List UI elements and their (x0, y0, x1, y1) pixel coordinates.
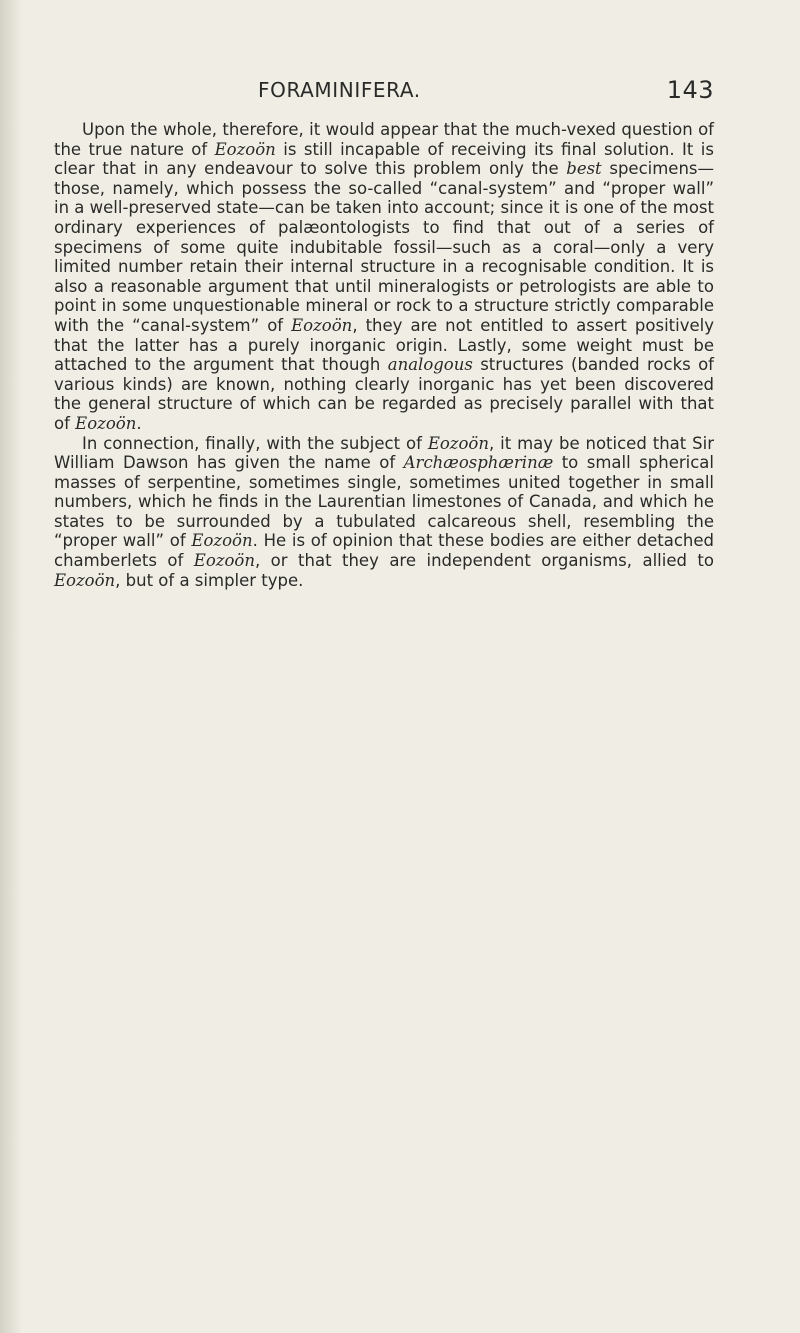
text-segment: . (136, 413, 142, 433)
text-segment: , it may be noticed that Sir William Dawson has given the name of (54, 433, 714, 473)
text-segment: structures (banded rocks of various kinds) are known, nothing clearly inorganic has yet been discovered the general structure of which can be regarded as precisely parallel with that of (54, 355, 714, 433)
body-text (54, 120, 714, 590)
italic-term: analogous (387, 355, 473, 375)
italic-term: Eozoön (214, 139, 276, 159)
text-segment: , they are not entitled to assert positively that the latter has a purely inorganic origin. Lastly, some weight must be attached to the argument that though (54, 315, 714, 375)
text-segment: , or that they are independent organisms, allied to (254, 551, 714, 571)
italic-term: Eozoön (291, 315, 353, 335)
text-segment: , but of a simpler type. (115, 570, 304, 590)
running-title: FORAMINIFERA. (258, 78, 421, 102)
page-number: 143 (666, 76, 714, 104)
italic-term: Eozoön (193, 551, 255, 571)
italic-term: Eozoön (75, 413, 137, 433)
text-segment: is still incapable of receiving its final solution. It is clear that in any endeavour to solve this problem only the (54, 139, 714, 179)
running-head (258, 78, 714, 112)
text-segment: Upon the whole, therefore, it would appear that the much-vexed question of the true nature of (54, 120, 714, 159)
text-segment: In connection, finally, with the subject of (82, 433, 428, 453)
italic-term: Archæosphærinæ (403, 453, 554, 473)
italic-term: Eozoön (54, 570, 116, 590)
text-segment: . He is of opinion that these bodies are either detached chamberlets of (54, 531, 714, 571)
italic-term: best (566, 159, 602, 179)
paragraph-2 (54, 434, 714, 591)
paragraph-1 (54, 120, 714, 434)
italic-term: Eozoön (191, 531, 253, 551)
italic-term: Eozoön (427, 433, 489, 453)
text-segment: specimens—those, namely, which possess the so-called “canal-system” and “proper wall” in a well-preserved state—can be taken into account; since it is one of the most ordinary experiences of palæontologists to find that out of a series of specimens of some quite indubitable fossil—such as a coral—only a very limited number retain their internal structure in a recognisable condition. It is also a reasonable argument that until mineralogists or petrologists are able to point in some unquestionable mineral or rock to a structure strictly comparable with the “canal-system” of (54, 159, 715, 335)
text-segment: to small spherical masses of serpentine, sometimes single, sometimes united together in small numbers, which he finds in the Laurentian limestones of Canada, and which he states to be surrounded by a tubulated calcareous shell, resembling the “proper wall” of (54, 453, 714, 551)
